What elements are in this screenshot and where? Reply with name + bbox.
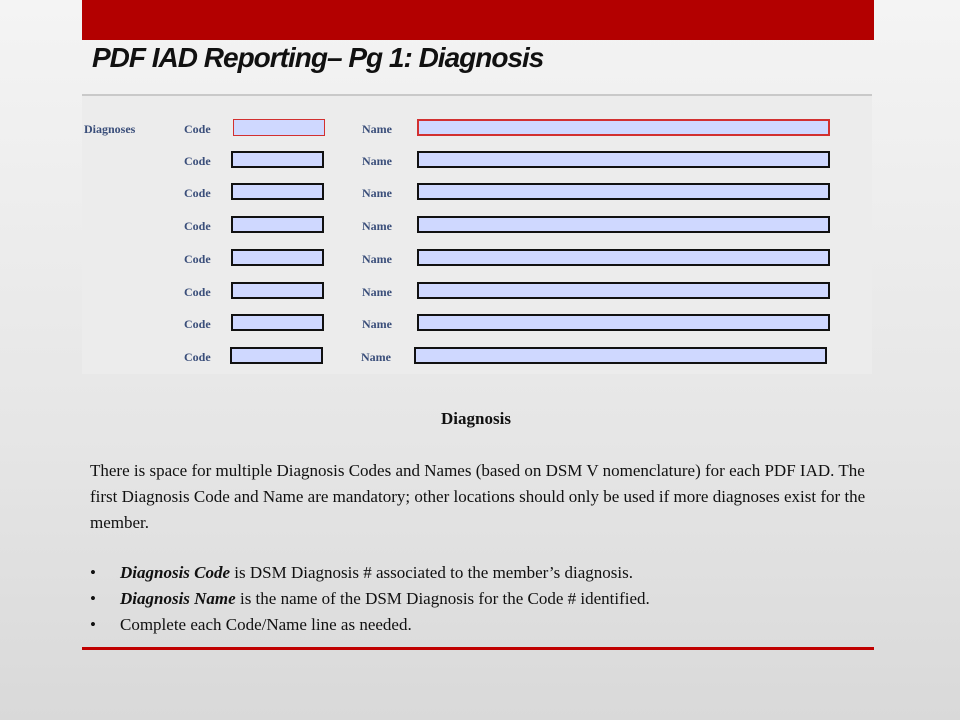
- diagnosis-code-field[interactable]: [231, 249, 324, 266]
- code-label: Code: [184, 154, 211, 168]
- bullet-item: [90, 586, 870, 612]
- code-label: Code: [184, 252, 211, 266]
- diagnosis-code-field[interactable]: [231, 282, 324, 299]
- title-accent-bar: [82, 0, 874, 40]
- bullet-term: Diagnosis Name: [120, 589, 236, 608]
- name-label: Name: [362, 317, 392, 331]
- code-label: Code: [184, 317, 211, 331]
- name-label: Name: [362, 186, 392, 200]
- diagnosis-row: [82, 183, 872, 203]
- diagnosis-row: [82, 119, 872, 139]
- bullet-marker: •: [90, 615, 96, 634]
- diagnosis-bullet-list: [90, 560, 870, 638]
- code-label: Code: [184, 219, 211, 233]
- name-label: Name: [362, 252, 392, 266]
- name-label: Name: [362, 154, 392, 168]
- diagnosis-code-field[interactable]: [231, 151, 324, 168]
- slide-title: PDF IAD Reporting– Pg 1: Diagnosis: [92, 42, 544, 73]
- diagnosis-heading: Diagnosis: [441, 409, 511, 428]
- diagnosis-description: There is space for multiple Diagnosis Codes and Names (based on DSM V nomenclature) for each PDF IAD. The first Diagnosis Code and Name are mandatory; other locations should only be used if more diagnoses exist for the member.: [90, 461, 866, 532]
- code-label: Code: [184, 186, 211, 200]
- name-label: Name: [362, 285, 392, 299]
- diagnosis-row: [82, 216, 872, 236]
- diagnosis-code-field[interactable]: [231, 314, 324, 331]
- bullet-text: Complete each Code/Name line as needed.: [120, 615, 412, 634]
- diagnosis-form-screenshot: [82, 94, 872, 374]
- bullet-item: [90, 560, 870, 586]
- bullet-marker: •: [90, 589, 96, 608]
- diagnosis-code-field[interactable]: [233, 119, 325, 136]
- diagnoses-section-label: Diagnoses: [84, 122, 136, 136]
- code-label: Code: [184, 285, 211, 299]
- diagnosis-row: [82, 249, 872, 269]
- bullet-marker: •: [90, 563, 96, 582]
- diagnosis-row: [82, 347, 872, 367]
- diagnosis-name-field[interactable]: [417, 216, 830, 233]
- bullet-text: is the name of the DSM Diagnosis for the Code # identified.: [235, 589, 650, 608]
- diagnosis-name-field[interactable]: [417, 249, 830, 266]
- bullet-term: Diagnosis Code: [120, 563, 231, 582]
- diagnosis-name-field[interactable]: [417, 151, 830, 168]
- name-label: Name: [361, 350, 391, 364]
- diagnosis-name-field[interactable]: [417, 119, 830, 136]
- diagnosis-name-field[interactable]: [414, 347, 827, 364]
- diagnosis-name-field[interactable]: [417, 183, 830, 200]
- bottom-divider: [82, 647, 874, 650]
- code-label: Code: [184, 122, 211, 136]
- diagnosis-row: [82, 282, 872, 302]
- diagnosis-row: [82, 151, 872, 171]
- diagnosis-code-field[interactable]: [231, 183, 324, 200]
- diagnosis-code-field[interactable]: [231, 216, 324, 233]
- bullet-item: [90, 612, 870, 638]
- name-label: Name: [362, 219, 392, 233]
- diagnosis-row: [82, 314, 872, 334]
- bullet-text: is DSM Diagnosis # associated to the member’s diagnosis.: [230, 563, 633, 582]
- name-label: Name: [362, 122, 392, 136]
- diagnosis-code-field[interactable]: [230, 347, 323, 364]
- diagnosis-name-field[interactable]: [417, 314, 830, 331]
- code-label: Code: [184, 350, 211, 364]
- diagnosis-name-field[interactable]: [417, 282, 830, 299]
